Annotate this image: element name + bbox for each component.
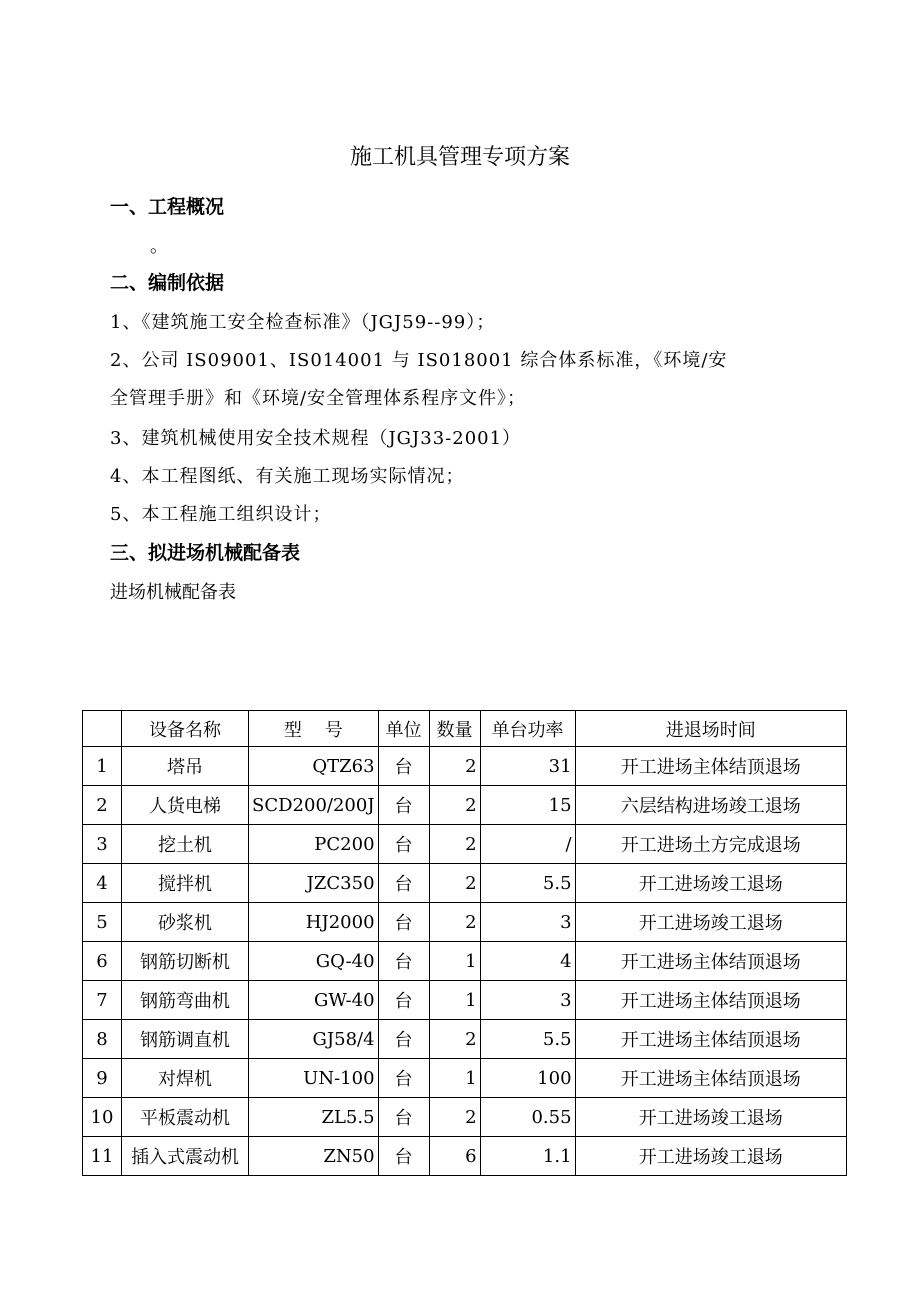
table-row [83, 1137, 847, 1176]
quantity-cell: 6 [429, 1137, 480, 1176]
row-index-cell: 10 [83, 1098, 122, 1137]
equipment-name-cell: 钢筋弯曲机 [122, 981, 249, 1020]
unit-power-cell: 5.5 [480, 864, 575, 903]
basis-item: 5、本工程施工组织设计； [110, 504, 332, 525]
unit-cell: 台 [378, 981, 429, 1020]
equipment-name-cell: 人货电梯 [122, 786, 249, 825]
quantity-cell: 2 [429, 825, 480, 864]
unit-power-cell: 4 [480, 942, 575, 981]
unit-cell: 台 [378, 747, 429, 786]
unit-power-cell: 31 [480, 747, 575, 786]
unit-power-cell: 3 [480, 981, 575, 1020]
model-cell: ZN50 [249, 1137, 379, 1176]
header-unit-power: 单台功率 [480, 711, 575, 747]
entry-exit-time-cell: 六层结构进场竣工退场 [575, 786, 846, 825]
row-index-cell: 5 [83, 903, 122, 942]
unit-cell: 台 [378, 903, 429, 942]
equipment-name-cell: 搅拌机 [122, 864, 249, 903]
equipment-name-cell: 砂浆机 [122, 903, 249, 942]
entry-exit-time-cell: 开工进场主体结顶退场 [575, 1059, 846, 1098]
table-row [83, 864, 847, 903]
model-cell: JZC350 [249, 864, 379, 903]
quantity-cell: 1 [429, 942, 480, 981]
entry-exit-time-cell: 开工进场竣工退场 [575, 903, 846, 942]
entry-exit-time-cell: 开工进场主体结顶退场 [575, 942, 846, 981]
model-cell: GW-40 [249, 981, 379, 1020]
unit-cell: 台 [378, 1059, 429, 1098]
unit-cell: 台 [378, 864, 429, 903]
equipment-name-cell: 挖土机 [122, 825, 249, 864]
header-equipment-name: 设备名称 [122, 711, 249, 747]
row-index-cell: 9 [83, 1059, 122, 1098]
table-row [83, 747, 847, 786]
unit-power-cell: 1.1 [480, 1137, 575, 1176]
equipment-name-cell: 钢筋切断机 [122, 942, 249, 981]
entry-exit-time-cell: 开工进场主体结顶退场 [575, 747, 846, 786]
table-row [83, 1098, 847, 1137]
unit-cell: 台 [378, 825, 429, 864]
table-row [83, 786, 847, 825]
entry-exit-time-cell: 开工进场主体结顶退场 [575, 981, 846, 1020]
unit-power-cell: 100 [480, 1059, 575, 1098]
header-unit: 单位 [378, 711, 429, 747]
header-entry-exit-time: 进退场时间 [575, 711, 846, 747]
section-heading-machinery: 三、拟进场机械配备表 [110, 542, 301, 564]
table-caption: 进场机械配备表 [110, 582, 236, 603]
section-heading-overview: 一、工程概况 [110, 196, 225, 218]
unit-power-cell: 0.55 [480, 1098, 575, 1137]
basis-item: 1、《建筑施工安全检查标准》（JGJ59--99）； [110, 312, 496, 333]
equipment-name-cell: 塔吊 [122, 747, 249, 786]
unit-power-cell: 5.5 [480, 1020, 575, 1059]
quantity-cell: 2 [429, 1020, 480, 1059]
unit-power-cell: / [480, 825, 575, 864]
basis-item-continuation: 全管理手册》和《环境/安全管理体系程序文件》； [110, 388, 527, 409]
unit-cell: 台 [378, 942, 429, 981]
basis-item: 4、本工程图纸、有关施工现场实际情况； [110, 466, 465, 487]
model-cell: SCD200/200J [249, 786, 379, 825]
table-row [83, 1020, 847, 1059]
machinery-table [82, 710, 847, 1176]
header-model: 型 号 [249, 711, 379, 747]
section-heading-basis: 二、编制依据 [110, 272, 225, 294]
model-cell: PC200 [249, 825, 379, 864]
quantity-cell: 1 [429, 981, 480, 1020]
entry-exit-time-cell: 开工进场竣工退场 [575, 1098, 846, 1137]
page-title: 施工机具管理专项方案 [349, 145, 570, 170]
basis-item: 3、建筑机械使用安全技术规程（JGJ33-2001） [110, 428, 522, 449]
equipment-name-cell: 对焊机 [122, 1059, 249, 1098]
unit-cell: 台 [378, 1098, 429, 1137]
model-cell: ZL5.5 [249, 1098, 379, 1137]
quantity-cell: 2 [429, 864, 480, 903]
row-index-cell: 2 [83, 786, 122, 825]
basis-item: 2、公司 IS09001、IS014001 与 IS018001 综合体系标准，《环境/安 [110, 350, 728, 371]
row-index-cell: 8 [83, 1020, 122, 1059]
model-cell: GJ58/4 [249, 1020, 379, 1059]
equipment-name-cell: 平板震动机 [122, 1098, 249, 1137]
equipment-name-cell: 钢筋调直机 [122, 1020, 249, 1059]
quantity-cell: 1 [429, 1059, 480, 1098]
table-row [83, 903, 847, 942]
table-header-row [83, 711, 847, 747]
entry-exit-time-cell: 开工进场土方完成退场 [575, 825, 846, 864]
table-row [83, 825, 847, 864]
header-quantity: 数量 [429, 711, 480, 747]
table-row [83, 981, 847, 1020]
row-index-cell: 7 [83, 981, 122, 1020]
quantity-cell: 2 [429, 786, 480, 825]
row-index-cell: 3 [83, 825, 122, 864]
table-row [83, 942, 847, 981]
model-cell: UN-100 [249, 1059, 379, 1098]
row-index-cell: 4 [83, 864, 122, 903]
model-cell: HJ2000 [249, 903, 379, 942]
unit-cell: 台 [378, 786, 429, 825]
row-index-cell: 6 [83, 942, 122, 981]
header-index [83, 711, 122, 747]
unit-cell: 台 [378, 1020, 429, 1059]
overview-body: 。 [150, 236, 168, 257]
row-index-cell: 11 [83, 1137, 122, 1176]
model-cell: GQ-40 [249, 942, 379, 981]
quantity-cell: 2 [429, 903, 480, 942]
entry-exit-time-cell: 开工进场竣工退场 [575, 864, 846, 903]
entry-exit-time-cell: 开工进场竣工退场 [575, 1137, 846, 1176]
row-index-cell: 1 [83, 747, 122, 786]
quantity-cell: 2 [429, 1098, 480, 1137]
unit-power-cell: 15 [480, 786, 575, 825]
model-cell: QTZ63 [249, 747, 379, 786]
equipment-name-cell: 插入式震动机 [122, 1137, 249, 1176]
unit-cell: 台 [378, 1137, 429, 1176]
unit-power-cell: 3 [480, 903, 575, 942]
quantity-cell: 2 [429, 747, 480, 786]
table-row [83, 1059, 847, 1098]
entry-exit-time-cell: 开工进场主体结顶退场 [575, 1020, 846, 1059]
